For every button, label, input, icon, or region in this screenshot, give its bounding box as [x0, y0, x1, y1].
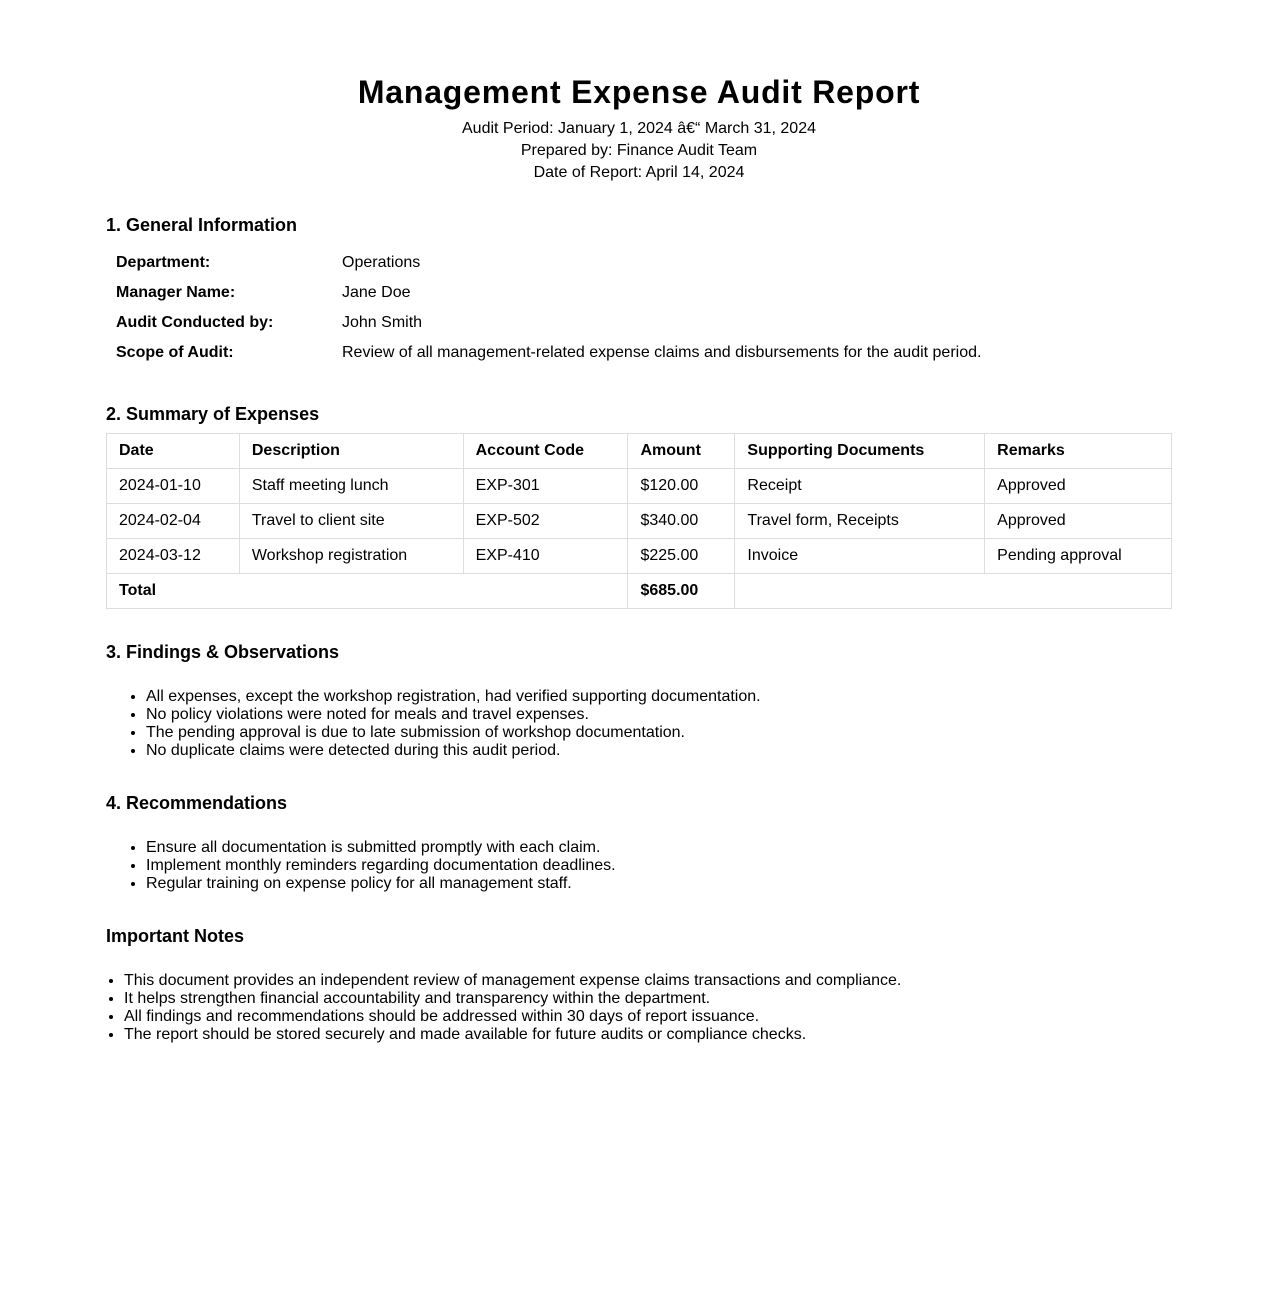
cell-amount: $225.00 — [628, 539, 735, 574]
total-label: Total — [107, 574, 628, 609]
info-value: Jane Doe — [342, 284, 411, 301]
general-information-section — [106, 214, 1172, 368]
important-notes-list — [106, 972, 1172, 1044]
table-row — [107, 539, 1172, 574]
list-item: • No duplicate claims were detected during this audit period. — [146, 742, 1172, 760]
total-amount: $685.00 — [628, 574, 735, 609]
column-header-account-code: Account Code — [463, 434, 628, 469]
list-item: • All findings and recommendations should be addressed within 30 days of report issuance. — [124, 1008, 1172, 1026]
cell-description: Staff meeting lunch — [239, 469, 463, 504]
column-header-date: Date — [107, 434, 240, 469]
cell-date: 2024-02-04 — [107, 504, 240, 539]
info-label: Department: — [116, 254, 211, 271]
info-value: John Smith — [342, 314, 423, 331]
cell-amount: $340.00 — [628, 504, 735, 539]
general-information-heading: 1. General Information — [106, 215, 298, 235]
report-header — [106, 0, 1172, 184]
total-row — [107, 574, 1172, 609]
list-item: • This document provides an independent review of management expense claims transactions and compliance. — [124, 972, 1172, 990]
table-row — [107, 469, 1172, 504]
list-item: • Implement monthly reminders regarding documentation deadlines. — [146, 857, 1172, 875]
findings-list — [106, 688, 1172, 760]
cell-date: 2024-01-10 — [107, 469, 240, 504]
cell-description: Workshop registration — [239, 539, 463, 574]
expenses-table — [106, 433, 1172, 609]
info-label: Scope of Audit: — [116, 344, 234, 361]
list-item: • It helps strengthen financial accountability and transparency within the department. — [124, 990, 1172, 1008]
table-header-row — [107, 434, 1172, 469]
list-item: • Regular training on expense policy for all management staff. — [146, 875, 1172, 893]
cell-remarks: Pending approval — [985, 539, 1172, 574]
list-item: • All expenses, except the workshop registration, had verified supporting documentation. — [146, 688, 1172, 706]
info-row-scope — [106, 338, 991, 368]
important-notes-section — [106, 925, 1172, 1044]
cell-account-code: EXP-410 — [463, 539, 628, 574]
info-label: Manager Name: — [116, 284, 236, 301]
list-item: • The pending approval is due to late submission of workshop documentation. — [146, 724, 1172, 742]
recommendations-heading: 4. Recommendations — [106, 793, 288, 813]
cell-supporting-documents: Invoice — [735, 539, 985, 574]
cell-supporting-documents: Receipt — [735, 469, 985, 504]
cell-supporting-documents: Travel form, Receipts — [735, 504, 985, 539]
report-date: Date of Report: April 14, 2024 — [533, 164, 745, 181]
info-label: Audit Conducted by: — [116, 314, 274, 331]
summary-of-expenses-section — [106, 403, 1172, 609]
table-row — [107, 504, 1172, 539]
cell-account-code: EXP-502 — [463, 504, 628, 539]
report-title: Management Expense Audit Report — [357, 74, 921, 110]
info-row-manager — [106, 278, 991, 308]
summary-of-expenses-heading: 2. Summary of Expenses — [106, 404, 320, 424]
info-row-department — [106, 248, 991, 278]
cell-description: Travel to client site — [239, 504, 463, 539]
column-header-remarks: Remarks — [985, 434, 1172, 469]
cell-remarks: Approved — [985, 469, 1172, 504]
findings-heading: 3. Findings & Observations — [106, 642, 340, 662]
column-header-amount: Amount — [628, 434, 735, 469]
list-item: • No policy violations were noted for meals and travel expenses. — [146, 706, 1172, 724]
list-item: • Ensure all documentation is submitted promptly with each claim. — [146, 839, 1172, 857]
info-value: Review of all management-related expense claims and disbursements for the audit period. — [342, 344, 982, 361]
audit-period: Audit Period: January 1, 2024 â€“ March 31, 2024 — [462, 120, 816, 137]
cell-account-code: EXP-301 — [463, 469, 628, 504]
list-item: • The report should be stored securely and made available for future audits or compliance checks. — [124, 1026, 1172, 1044]
cell-amount: $120.00 — [628, 469, 735, 504]
prepared-by: Prepared by: Finance Audit Team — [520, 142, 758, 159]
info-value: Operations — [342, 254, 421, 271]
info-row-auditor — [106, 308, 991, 338]
general-information-table — [106, 248, 991, 368]
recommendations-list — [106, 839, 1172, 893]
column-header-description: Description — [239, 434, 463, 469]
cell-remarks: Approved — [985, 504, 1172, 539]
total-empty-cell — [735, 574, 1172, 609]
important-notes-heading: Important Notes — [106, 926, 245, 946]
column-header-supporting-documents: Supporting Documents — [735, 434, 985, 469]
cell-date: 2024-03-12 — [107, 539, 240, 574]
findings-section — [106, 641, 1172, 760]
recommendations-section — [106, 792, 1172, 893]
